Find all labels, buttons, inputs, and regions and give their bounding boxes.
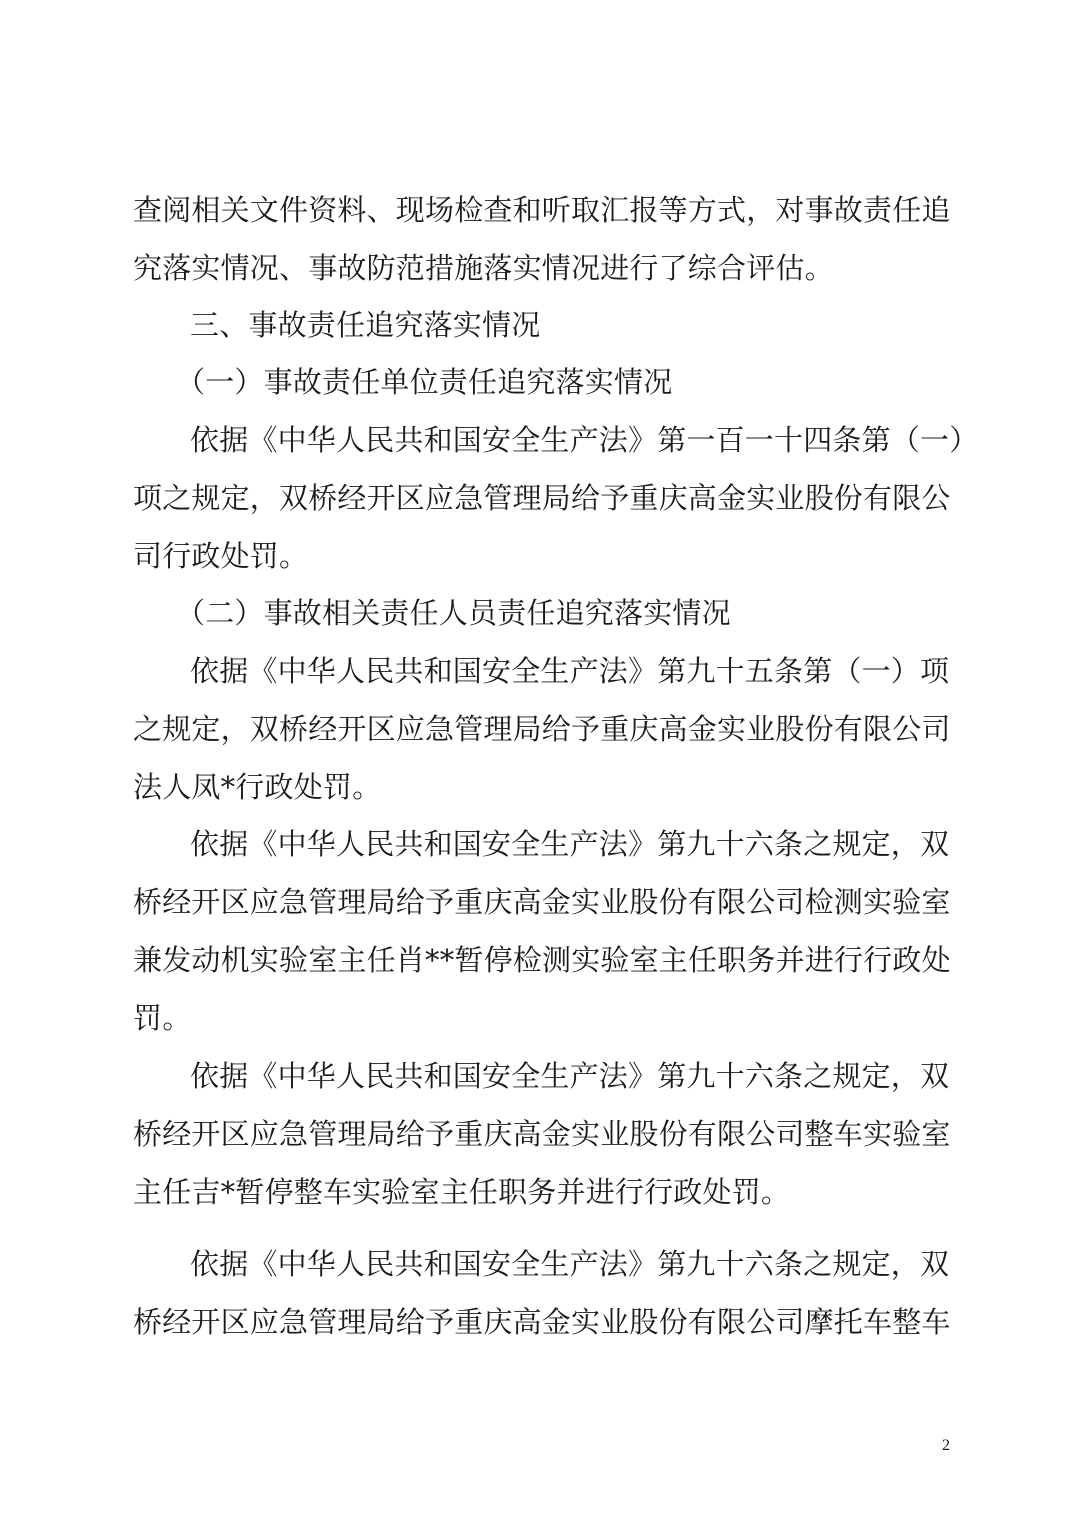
paragraph-2-line-3: 法人凤*行政处罚。 — [133, 770, 382, 804]
paragraph-5-line-1: 依据《中华人民共和国安全生产法》第九十六条之规定，双 — [190, 1247, 950, 1281]
page-number: 2 — [942, 1437, 950, 1454]
paragraph-2-line-2: 之规定，双桥经开区应急管理局给予重庆高金实业股份有限公司 — [133, 712, 951, 746]
paragraph-2-line-1: 依据《中华人民共和国安全生产法》第九十五条第（一）项 — [190, 654, 950, 688]
paragraph-3-line-1: 依据《中华人民共和国安全生产法》第九十六条之规定，双 — [190, 827, 950, 861]
paragraph-3-line-2: 桥经开区应急管理局给予重庆高金实业股份有限公司检测实验室 — [133, 885, 951, 919]
paragraph-3-line-4: 罚。 — [133, 1001, 192, 1035]
paragraph-1-line-3: 司行政处罚。 — [133, 539, 309, 573]
subsection-heading-2: （二）事故相关责任人员责任追究落实情况 — [176, 596, 731, 630]
section-heading: 三、事故责任追究落实情况 — [190, 308, 541, 342]
paragraph-4-line-3: 主任吉*暂停整车实验室主任职务并进行行政处罚。 — [133, 1175, 791, 1209]
paragraph-4-line-2: 桥经开区应急管理局给予重庆高金实业股份有限公司整车实验室 — [133, 1117, 951, 1151]
paragraph-4-line-1: 依据《中华人民共和国安全生产法》第九十六条之规定，双 — [190, 1059, 950, 1093]
paragraph-1-line-1: 依据《中华人民共和国安全生产法》第一百一十四条第（一） — [190, 423, 979, 457]
paragraph-3-line-3: 兼发动机实验室主任肖**暂停检测实验室主任职务并进行行政处 — [133, 943, 951, 977]
body-line-1: 查阅相关文件资料、现场检查和听取汇报等方式，对事故责任追 — [133, 193, 951, 227]
subsection-heading-1: （一）事故责任单位责任追究落实情况 — [176, 365, 673, 399]
paragraph-5-line-2: 桥经开区应急管理局给予重庆高金实业股份有限公司摩托车整车 — [133, 1305, 951, 1339]
body-line-2: 究落实情况、事故防范措施落实情况进行了综合评估。 — [133, 251, 834, 285]
paragraph-1-line-2: 项之规定，双桥经开区应急管理局给予重庆高金实业股份有限公 — [133, 481, 951, 515]
